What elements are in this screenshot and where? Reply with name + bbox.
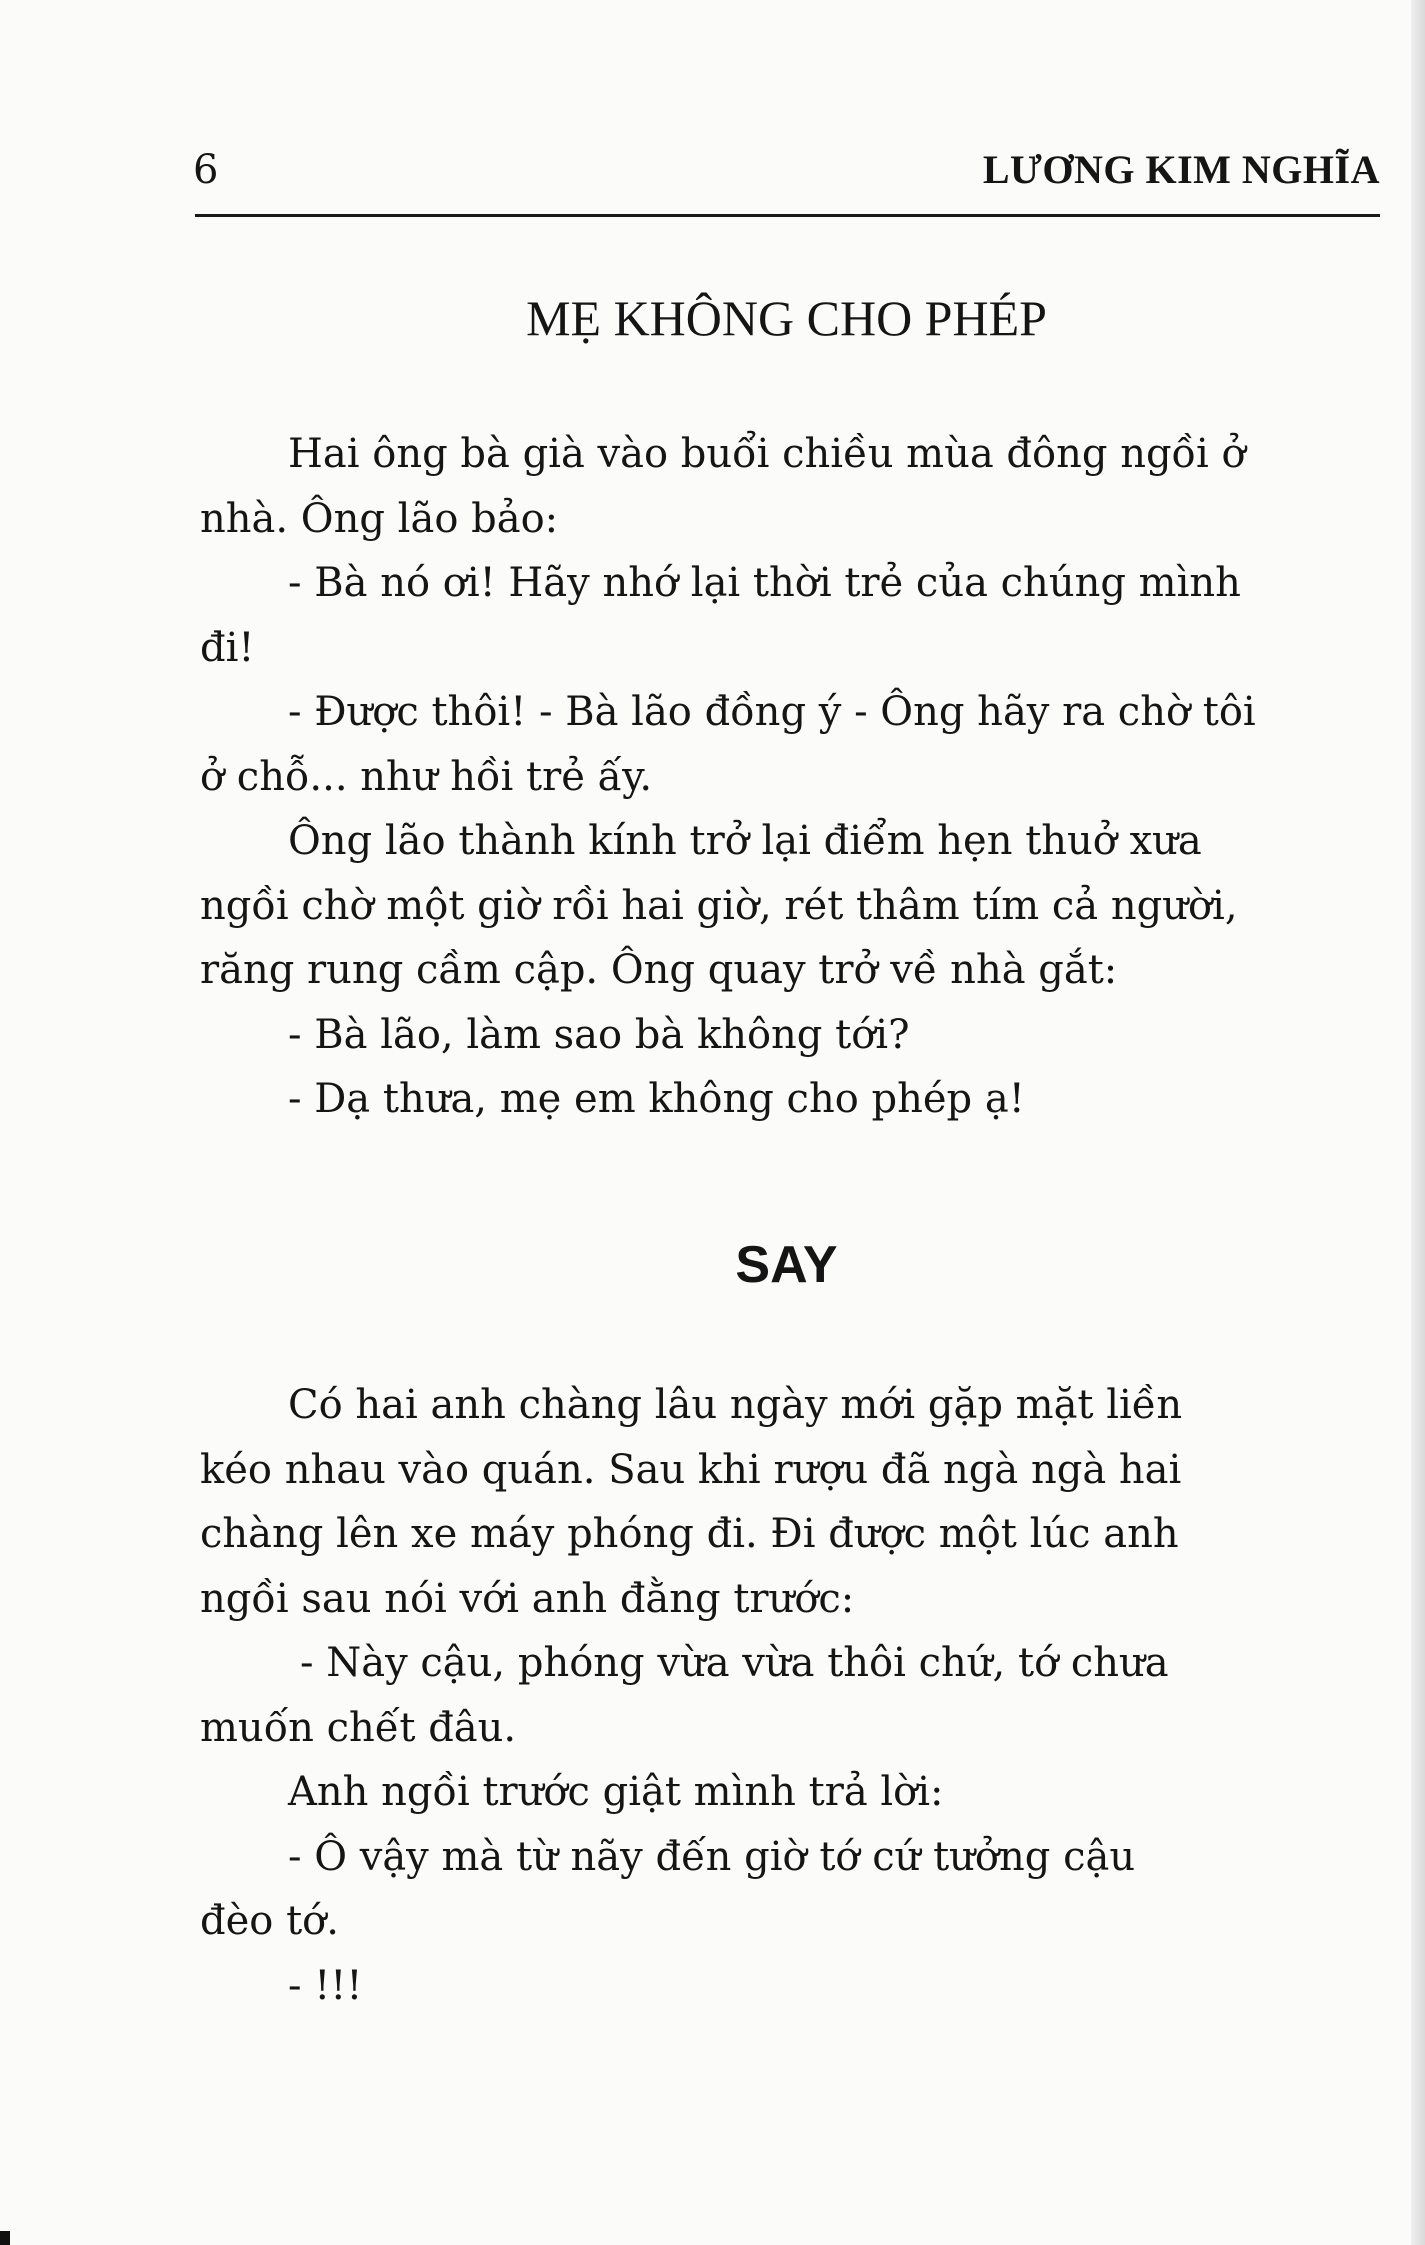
scan-corner-mark <box>0 2231 10 2245</box>
page-edge-shadow <box>1411 0 1425 2245</box>
paragraph-line: ngồi sau nói với anh đằng trước: <box>200 1575 855 1622</box>
paragraph-line: Anh ngồi trước giật mình trả lời: <box>288 1769 944 1815</box>
paragraph-line: - Bà lão, làm sao bà không tới? <box>288 1011 910 1058</box>
paragraph-line: - Ô vậy mà từ nãy đến giờ tớ cứ tưởng cậu <box>288 1833 1136 1880</box>
paragraph-line: ở chỗ... như hồi trẻ ấy. <box>200 753 653 800</box>
paragraph-line: Ông lão thành kính trở lại điểm hẹn thuở xưa <box>288 818 1202 864</box>
header-rule <box>195 214 1380 217</box>
paragraph-line: đi! <box>200 624 255 671</box>
paragraph-line: răng rung cầm cập. Ông quay trở về nhà gắt: <box>200 947 1118 993</box>
story-body-me-khong-cho-phep <box>200 422 1390 1132</box>
paragraph-line: muốn chết đâu. <box>200 1704 517 1751</box>
page-number: 6 <box>193 147 219 193</box>
paragraph-line: - Này cậu, phóng vừa vừa thôi chứ, tớ chưa <box>300 1640 1169 1686</box>
paragraph-line: chàng lên xe máy phóng đi. Đi được một lúc anh <box>200 1511 1179 1557</box>
paragraph-line: đèo tớ. <box>200 1898 339 1944</box>
story-body-say <box>200 1373 1390 2018</box>
paragraph-line: kéo nhau vào quán. Sau khi rượu đã ngà ngà hai <box>200 1446 1182 1493</box>
paragraph-line: Hai ông bà già vào buổi chiều mùa đông ngồi ở <box>288 431 1246 477</box>
paragraph-line: ngồi chờ một giờ rồi hai giờ, rét thâm tím cả người, <box>200 882 1238 929</box>
paragraph-line: nhà. Ông lão bảo: <box>200 495 559 542</box>
story-title-me-khong-cho-phep: MẸ KHÔNG CHO PHÉP <box>526 290 1047 346</box>
page-header <box>193 140 1380 200</box>
running-head-author: LƯƠNG KIM NGHĨA <box>982 147 1380 192</box>
paragraph-line: - !!! <box>288 1962 363 2009</box>
paragraph-line: Có hai anh chàng lâu ngày mới gặp mặt liền <box>288 1382 1183 1428</box>
paragraph-line: - Dạ thưa, mẹ em không cho phép ạ! <box>288 1076 1025 1122</box>
paragraph-line: - Được thôi! - Bà lão đồng ý - Ông hãy ra chờ tôi <box>288 689 1256 735</box>
paragraph-line: - Bà nó ơi! Hãy nhớ lại thời trẻ của chúng mình <box>288 560 1241 606</box>
story-title-say: SAY <box>735 1236 838 1294</box>
